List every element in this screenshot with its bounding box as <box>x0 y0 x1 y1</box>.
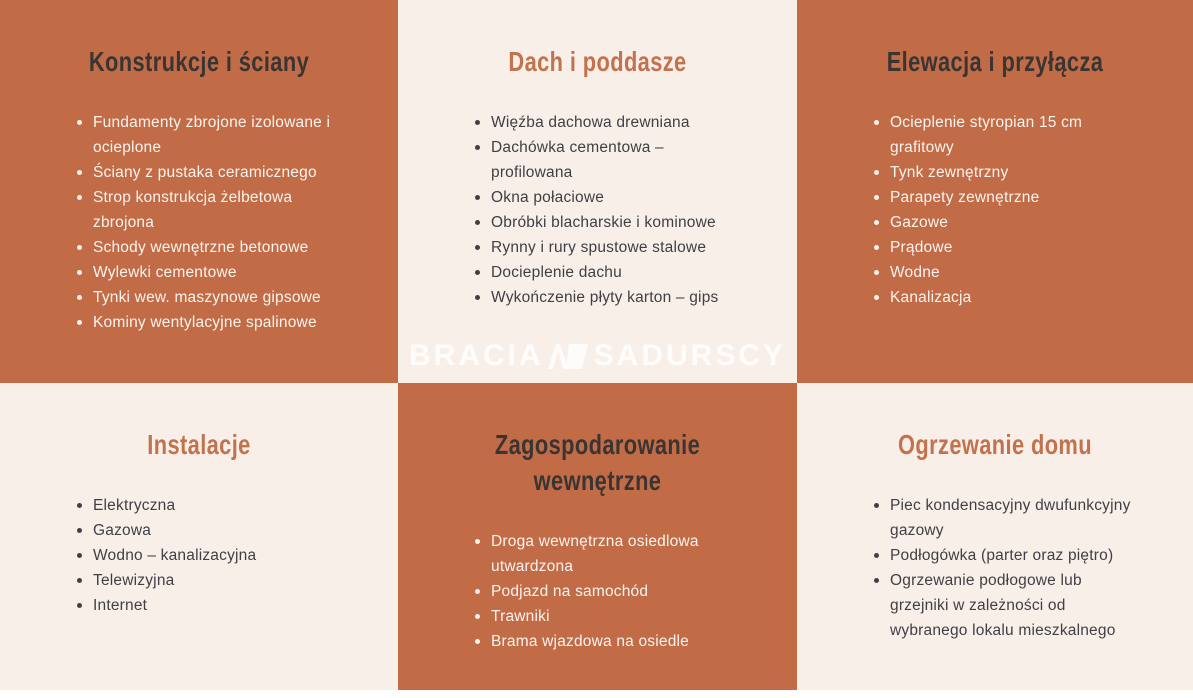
bottom-margin-strip <box>0 690 1193 698</box>
list-item: Wodno – kanalizacyjna <box>77 543 348 568</box>
panel-title: Dach i poddasze <box>508 46 687 77</box>
list-item: Obróbki blacharskie i kominowe <box>475 210 747 235</box>
feature-list <box>0 110 398 335</box>
panel-title: Instalacje <box>147 429 251 460</box>
feature-list <box>797 110 1193 310</box>
list-item: Internet <box>77 593 348 618</box>
list-item: Droga wewnętrzna osiedlowa utwardzona <box>475 529 747 579</box>
panel-title: Konstrukcje i ściany <box>88 46 310 77</box>
list-item: Ocieplenie styropian 15 cm grafitowy <box>874 110 1143 160</box>
panel-zagospodarowanie-wewnetrzne <box>398 383 797 690</box>
list-item: Telewizyjna <box>77 568 348 593</box>
panel-title: Elewacja i przyłącza <box>886 46 1104 77</box>
list-item: Wylewki cementowe <box>77 260 348 285</box>
list-item: Fundamenty zbrojone izolowane i ocieplone <box>77 110 348 160</box>
list-item: Rynny i rury spustowe stalowe <box>475 235 747 260</box>
list-item: Trawniki <box>475 604 747 629</box>
list-item: Dachówka cementowa – profilowana <box>475 135 747 185</box>
panel-elewacja-i-przylacza <box>797 0 1193 383</box>
list-item: Piec kondensacyjny dwufunkcyjny gazowy <box>874 493 1143 543</box>
panel-konstrukcje-i-sciany <box>0 0 398 383</box>
list-item: Podjazd na samochód <box>475 579 747 604</box>
list-item: Okna połaciowe <box>475 185 747 210</box>
bracia-sadurscy-logo-icon <box>548 344 590 369</box>
list-item: Wodne <box>874 260 1143 285</box>
list-item: Brama wjazdowa na osiedle <box>475 629 747 654</box>
list-item: Strop konstrukcja żelbetowa zbrojona <box>77 185 348 235</box>
list-item: Ściany z pustaka ceramicznego <box>77 160 348 185</box>
brand-watermark-right: SADURSCY <box>593 339 787 372</box>
brand-watermark-left: BRACIA <box>408 339 544 372</box>
feature-list <box>797 493 1193 643</box>
feature-list <box>398 529 797 654</box>
list-item: Docieplenie dachu <box>475 260 747 285</box>
panel-ogrzewanie-domu <box>797 383 1193 690</box>
list-item: Gazowa <box>77 518 348 543</box>
list-item: Tynki wew. maszynowe gipsowe <box>77 285 348 310</box>
panel-title: Zagospodarowanie wewnętrzne <box>494 429 701 496</box>
list-item: Tynk zewnętrzny <box>874 160 1143 185</box>
list-item: Kominy wentylacyjne spalinowe <box>77 310 348 335</box>
list-item: Gazowe <box>874 210 1143 235</box>
panel-dach-i-poddasze <box>398 0 797 383</box>
feature-list <box>0 493 398 618</box>
feature-list <box>398 110 797 310</box>
list-item: Parapety zewnętrzne <box>874 185 1143 210</box>
list-item: Schody wewnętrzne betonowe <box>77 235 348 260</box>
panel-instalacje <box>0 383 398 690</box>
list-item: Kanalizacja <box>874 285 1143 310</box>
panel-title: Ogrzewanie domu <box>898 429 1092 460</box>
list-item: Podłogówka (parter oraz piętro) <box>874 543 1143 568</box>
list-item: Prądowe <box>874 235 1143 260</box>
list-item: Elektryczna <box>77 493 348 518</box>
list-item: Więźba dachowa drewniana <box>475 110 747 135</box>
list-item: Ogrzewanie podłogowe lub grzejniki w zależności od wybranego lokalu mieszkalnego <box>874 568 1143 643</box>
brand-watermark <box>398 339 797 373</box>
list-item: Wykończenie płyty karton – gips <box>475 285 747 310</box>
